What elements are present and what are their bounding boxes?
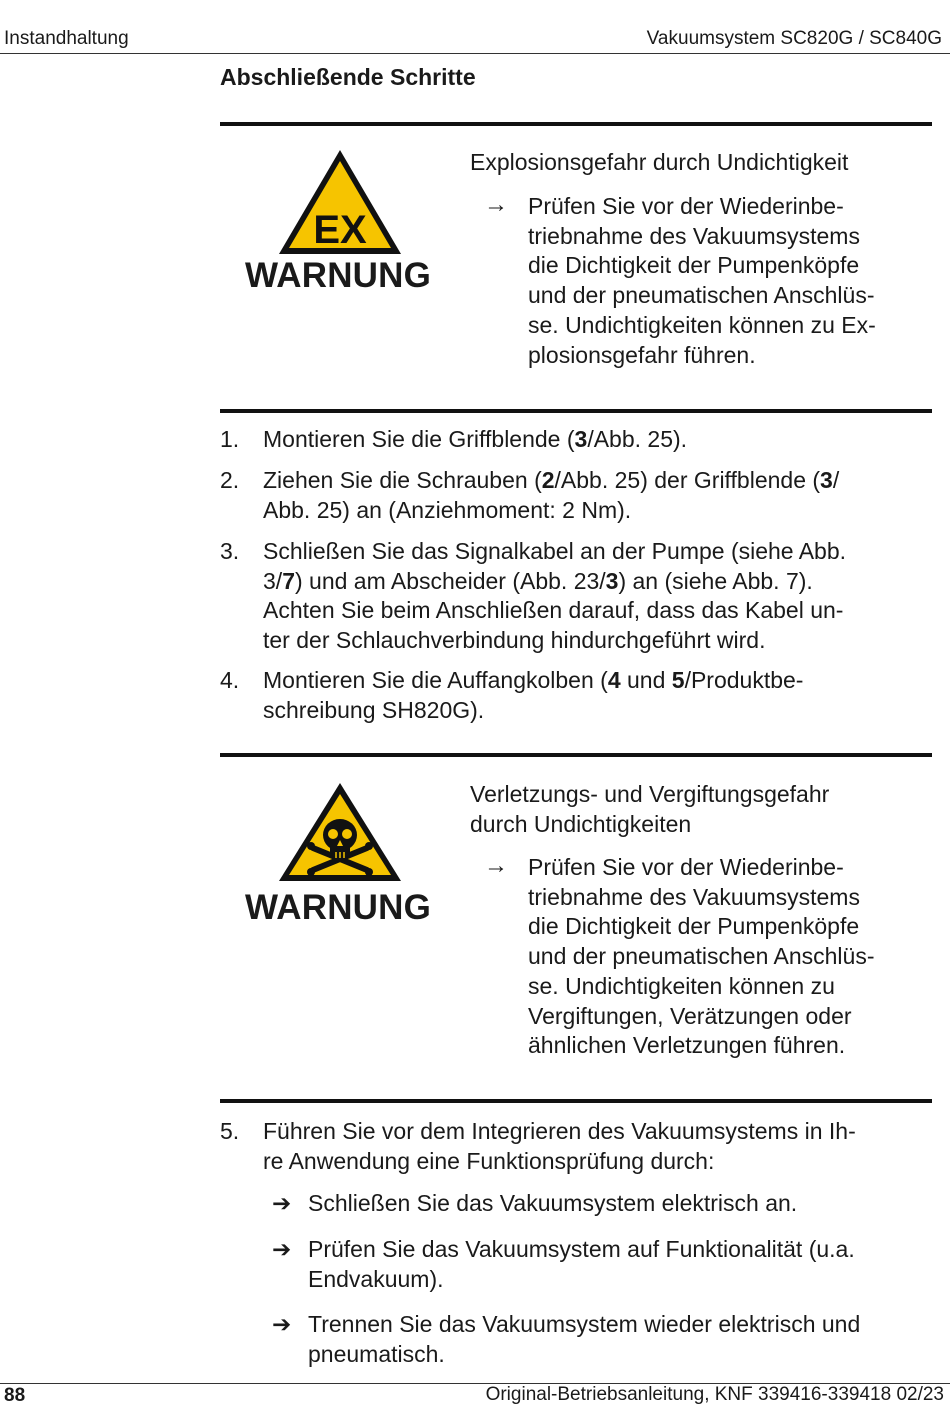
header-section: Instandhaltung: [4, 28, 129, 49]
step-line: schreibung SH820G).: [263, 696, 485, 723]
step-line: Ziehen Sie die Schrauben (2/Abb. 25) der Griffblende (3/: [263, 467, 840, 493]
step-number: 2.: [220, 467, 240, 493]
step-line: Montieren Sie die Griffblende (3/Abb. 25).: [263, 426, 688, 452]
substep-line: pneumatisch.: [308, 1340, 445, 1367]
step-line: 3/7) und am Abscheider (Abb. 23/3) an (siehe Abb. 7).: [263, 567, 813, 594]
arrow-icon: →: [484, 852, 508, 879]
substep-text: [308, 1189, 932, 1219]
warning2-instruction: [528, 853, 928, 1061]
list-item-step-2: [220, 466, 932, 525]
warning1-line: triebnahme des Vakuumsystems: [528, 222, 860, 249]
warning1-line: und der pneumatischen Anschlüs-: [528, 282, 875, 309]
figure-reference: 3: [605, 567, 619, 594]
warning2-line: Vergiftungen, Verätzungen oder: [528, 1002, 852, 1029]
step-text: [263, 1117, 932, 1176]
step-line: Montieren Sie die Auffangkolben (4 und 5/Produktbe-: [263, 667, 804, 693]
step-line: ter der Schlauchverbindung hindurchgeführt wird.: [263, 626, 766, 653]
arrow-icon: ➔: [272, 1236, 292, 1262]
step-line: re Anwendung eine Funktionsprüfung durch:: [263, 1147, 715, 1174]
warning2-title-line: Verletzungs- und Vergiftungsgefahr: [470, 781, 830, 807]
header-product: Vakuumsystem SC820G / SC840G: [646, 28, 942, 49]
step-line: Achten Sie beim Anschließen darauf, dass das Kabel un-: [263, 597, 844, 623]
step-line: Führen Sie vor dem Integrieren des Vakuumsystems in Ih-: [263, 1118, 856, 1144]
arrow-icon: ➔: [272, 1311, 292, 1337]
warning2-title: [470, 779, 910, 839]
substep: [272, 1235, 932, 1294]
section-title: Abschließende Schritte: [220, 64, 476, 90]
step-text: [263, 537, 932, 655]
warning1-title: Explosionsgefahr durch Undichtigkeit: [470, 149, 849, 175]
arrow-icon: →: [484, 191, 508, 218]
arrow-icon: ➔: [272, 1190, 292, 1216]
figure-reference: 2: [541, 467, 555, 493]
toxic-skull-warning-icon: [245, 780, 435, 889]
warning2-line: und der pneumatischen Anschlüs-: [528, 943, 875, 970]
step-line: Schließen Sie das Signalkabel an der Pumpe (siehe Abb.: [263, 538, 847, 564]
step-number: 3.: [220, 538, 240, 564]
warning2-line: se. Undichtigkeiten können zu: [528, 972, 835, 999]
step-number: 5.: [220, 1118, 240, 1144]
warning2-line: die Dichtigkeit der Pumpenköpfe: [528, 913, 860, 940]
substep: [272, 1310, 932, 1369]
list-item-step-4: [220, 666, 932, 725]
substep-line: Schließen Sie das Vakuumsystem elektrisch an.: [308, 1190, 798, 1216]
warning1-line: Prüfen Sie vor der Wiederinbe-: [528, 193, 844, 219]
footer-doc-info: Original-Betriebsanleitung, KNF 339416-339418 02/23: [485, 1384, 944, 1405]
explosion-icon-text: EX: [313, 208, 367, 252]
warning1-label: WARNUNG: [244, 256, 432, 295]
warning2-line: Prüfen Sie vor der Wiederinbe-: [528, 854, 844, 880]
warning1-line: plosionsgefahr führen.: [528, 341, 756, 368]
warning1-line: die Dichtigkeit der Pumpenköpfe: [528, 252, 860, 279]
explosion-warning-icon: [245, 146, 435, 263]
step-line: Abb. 25) an (Anziehmoment: 2 Nm).: [263, 496, 632, 523]
page-number: 88: [4, 1385, 26, 1406]
warning2-line: triebnahme des Vakuumsystems: [528, 883, 860, 910]
substep: [272, 1189, 932, 1219]
warning2-line: ähnlichen Verletzungen führen.: [528, 1032, 846, 1059]
substep-line: Endvakuum).: [308, 1265, 444, 1292]
figure-reference: 3: [820, 467, 833, 493]
list-item-step-1: [220, 425, 932, 455]
substep-line: Trennen Sie das Vakuumsystem wieder elektrisch und: [308, 1311, 861, 1337]
figure-reference: 3: [574, 426, 588, 452]
step-text: [263, 425, 932, 455]
step-number: 1.: [220, 426, 240, 452]
warning2-title-line: durch Undichtigkeiten: [470, 811, 692, 837]
step-text: [263, 466, 932, 525]
list-item-step-5: [220, 1117, 932, 1176]
figure-reference: 7: [282, 567, 295, 594]
step-text: [263, 666, 932, 725]
warning2-bottom-rule: [220, 1099, 932, 1103]
step-number: 4.: [220, 667, 240, 693]
warning1-instruction: [528, 192, 928, 370]
substep-line: Prüfen Sie das Vakuumsystem auf Funktionalität (u.a.: [308, 1236, 855, 1262]
warning1-bottom-rule: [220, 409, 932, 413]
substep-text: [308, 1310, 932, 1369]
figure-reference: 5: [671, 667, 685, 693]
warning1-line: se. Undichtigkeiten können zu Ex-: [528, 311, 876, 338]
warning1-top-rule: [220, 122, 932, 126]
warning2-label: WARNUNG: [244, 888, 432, 927]
warning2-top-rule: [220, 753, 932, 757]
header-divider: [0, 53, 950, 54]
list-item-step-3: [220, 537, 932, 655]
substep-text: [308, 1235, 932, 1294]
figure-reference: 4: [607, 667, 621, 693]
